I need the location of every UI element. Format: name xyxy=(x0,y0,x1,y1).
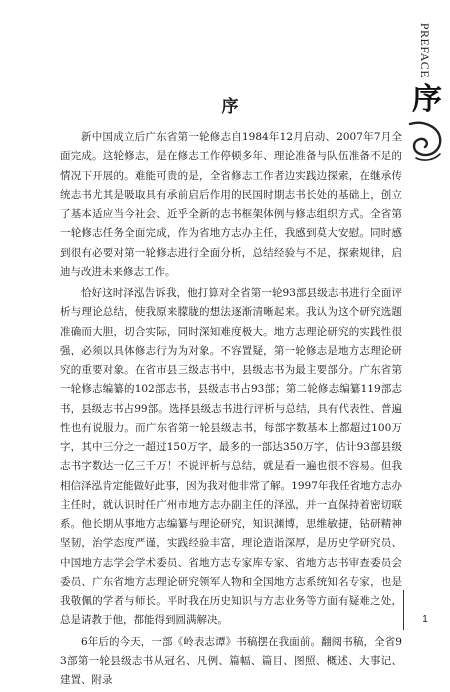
preface-label-text: PREFACE xyxy=(418,22,433,78)
paragraph-2: 恰好这时泽泓告诉我，他打算对全省第一轮93部县级志书进行全面评析与理论总结，使我原来朦胧的想法逐渐清晰起来。我认为这个研究选题准确而大胆，切合实际，同时深知难度极大。地方志理论研究的实践性很强，必须以具体修志行为为对象。不容置疑，第一轮修志是地方志理论研究的重要对象。在省市县三级志书中，县级志书为最主要部分。广东省第一轮修志编纂的102部志书，县级志书占93部；第二轮修志编纂119部志书，县级志书占99部。选择县级志书进行评析与总结，具有代表性、普遍性也有说服力。而广东省第一轮县级志书，每部字数基本上都超过100万字，其中三分之一超过150万字，最多的一部达350万字，估计93部县级志书字数达一亿三千万！不说评析与总结，就是看一遍也很不容易。但我相信泽泓肯定能做好此事，因为我对他非常了解。1997年我任省地方志办主任时，就认识时任广州市地方志办副主任的泽泓，并一直保持着密切联系。他长期从事地方志编纂与理论研究，知识渊博，思维敏捷，钻研精神坚韧，治学态度严谨，实践经验丰富，理论造诣深厚，是历史学研究员、中国地方志学会学术委员、省地方志专家库专家、省地方志书审查委员会委员、广东省地方志理论研究领军人物和全国地方志系统知名专家，也是我敬佩的学者与师长。平时我在历史知识与方志业务等方面有疑难之处，总是请教于他，都能得到圆满解决。 xyxy=(60,287,402,627)
page-number: 1 xyxy=(422,614,428,625)
preface-label xyxy=(410,14,440,86)
paragraph-1: 新中国成立后广东省第一轮修志自1984年12月启动、2007年7月全面完成。这轮修志，是在修志工作停顿多年、理论准备与队伍准备不足的情况下开展的。难能可贵的是，全省修志工作者边实践边探索，在继承传统志书尤其是吸取具有承前启后作用的民国时期志书长处的基础上，创立了基本适应当今社会、近乎全新的志书框架体例与修志组织方式。全省第一轮修志任务全面完成，作为省地方志办主任，我感到莫大安慰。同时感到很有必要对第一轮修志进行全面分析，总结经验与不足，探索规律，启迪与改进未来修志工作。 xyxy=(60,131,402,278)
body-text xyxy=(60,128,402,692)
chapter-char: 序 xyxy=(412,82,442,117)
page-number-rule xyxy=(403,590,404,630)
swirl-ornament-icon xyxy=(404,116,446,166)
paragraph-3: 6年后的今天，一部《岭表志谭》书稿摆在我面前。翻阅书稿，全省93部第一轮县级志书从冠名、凡例、篇幅、篇目、图照、概述、大事记、建置、附录 xyxy=(60,635,402,686)
page-title: 序 xyxy=(221,97,241,117)
